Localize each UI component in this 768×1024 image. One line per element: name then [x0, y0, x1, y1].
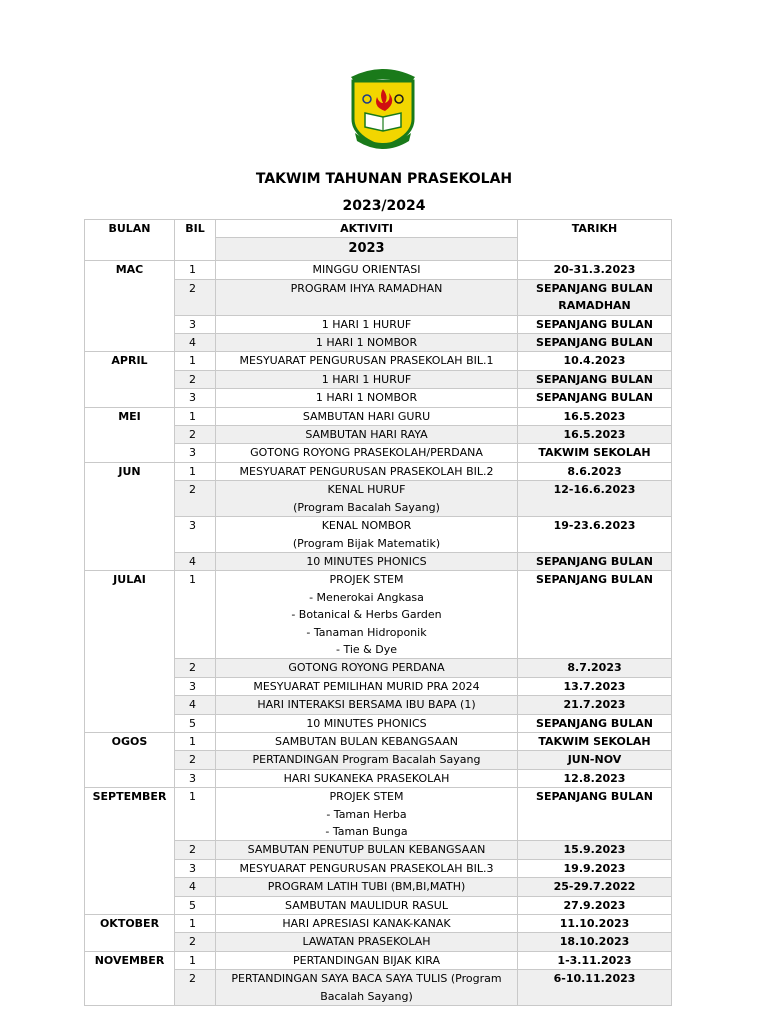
tarikh-cell — [518, 696, 672, 714]
tarikh-cell — [518, 896, 672, 914]
tarikh-cell — [518, 933, 672, 951]
tarikh-line: 13.7.2023 — [563, 679, 626, 693]
header-aktiviti: AKTIVITI — [216, 220, 518, 238]
aktiviti-line: 10 MINUTES PHONICS — [306, 554, 427, 568]
tarikh-line: SEPANJANG BULAN — [536, 391, 653, 405]
aktiviti-line: KENAL NOMBOR — [321, 519, 412, 533]
table-row — [85, 732, 672, 750]
aktiviti-cell — [216, 407, 518, 425]
tarikh-cell — [518, 462, 672, 480]
tarikh-line: 19-23.6.2023 — [553, 519, 636, 533]
table-row — [85, 261, 672, 279]
aktiviti-cell — [216, 896, 518, 914]
tarikh-cell — [518, 407, 672, 425]
bil-cell: 3 — [175, 315, 216, 333]
month-cell: MEI — [85, 407, 175, 462]
aktiviti-cell — [216, 279, 518, 315]
tarikh-line: SEPANJANG BULAN — [536, 372, 653, 386]
tarikh-line: 20-31.3.2023 — [553, 263, 636, 277]
bil-cell: 2 — [175, 426, 216, 444]
aktiviti-cell — [216, 481, 518, 517]
tarikh-line: 12-16.6.2023 — [553, 483, 636, 497]
tarikh-cell — [518, 481, 672, 517]
tarikh-cell — [518, 315, 672, 333]
aktiviti-line: MESYUARAT PENGURUSAN PRASEKOLAH BIL.2 — [239, 464, 494, 478]
aktiviti-line: PROGRAM LATIH TUBI (BM,BI,MATH) — [267, 880, 466, 894]
aktiviti-cell — [216, 552, 518, 570]
bil-cell: 1 — [175, 915, 216, 933]
tarikh-cell — [518, 970, 672, 1006]
aktiviti-line: SAMBUTAN MAULIDUR RASUL — [285, 898, 448, 912]
tarikh-line: 10.4.2023 — [563, 354, 626, 368]
aktiviti-cell — [216, 951, 518, 969]
school-crest-icon — [345, 63, 421, 153]
tarikh-line: TAKWIM SEKOLAH — [538, 446, 651, 460]
aktiviti-cell — [216, 841, 518, 859]
tarikh-cell — [518, 261, 672, 279]
month-cell: JUN — [85, 462, 175, 570]
tarikh-cell — [518, 517, 672, 553]
tarikh-line: SEPANJANG BULAN — [536, 716, 653, 730]
tarikh-line: 16.5.2023 — [563, 409, 626, 423]
bil-cell: 2 — [175, 751, 216, 769]
bil-cell: 2 — [175, 659, 216, 677]
aktiviti-cell — [216, 426, 518, 444]
aktiviti-line: 10 MINUTES PHONICS — [306, 716, 427, 730]
bil-cell: 1 — [175, 352, 216, 370]
tarikh-cell — [518, 389, 672, 407]
bil-cell: 3 — [175, 769, 216, 787]
aktiviti-line: HARI APRESIASI KANAK-KANAK — [282, 917, 451, 931]
aktiviti-line: PERTANDINGAN Program Bacalah Sayang — [252, 753, 481, 767]
aktiviti-line: - Taman Herba — [326, 807, 407, 821]
table-row — [85, 951, 672, 969]
bil-cell: 3 — [175, 517, 216, 553]
table-row — [85, 571, 672, 659]
aktiviti-line: MINGGU ORIENTASI — [312, 263, 421, 277]
aktiviti-cell — [216, 352, 518, 370]
aktiviti-cell — [216, 517, 518, 553]
aktiviti-cell — [216, 334, 518, 352]
bil-cell: 1 — [175, 732, 216, 750]
tarikh-line: 11.10.2023 — [559, 917, 630, 931]
month-cell: SEPTEMBER — [85, 788, 175, 915]
bil-cell: 5 — [175, 896, 216, 914]
tarikh-line: SEPANJANG BULAN — [536, 554, 653, 568]
aktiviti-line: 1 HARI 1 NOMBOR — [315, 336, 418, 350]
bil-cell: 2 — [175, 933, 216, 951]
aktiviti-line: MESYUARAT PENGURUSAN PRASEKOLAH BIL.1 — [239, 354, 494, 368]
tarikh-cell — [518, 841, 672, 859]
aktiviti-line: 1 HARI 1 HURUF — [321, 372, 412, 386]
tarikh-cell — [518, 370, 672, 388]
bil-cell: 4 — [175, 696, 216, 714]
aktiviti-line: KENAL HURUF — [327, 483, 406, 497]
tarikh-line: 18.10.2023 — [559, 935, 630, 949]
aktiviti-line: 1 HARI 1 NOMBOR — [315, 391, 418, 405]
tarikh-cell — [518, 714, 672, 732]
tarikh-cell — [518, 426, 672, 444]
aktiviti-line: (Program Bacalah Sayang) — [293, 500, 440, 514]
tarikh-line: 12.8.2023 — [563, 771, 626, 785]
bil-cell: 4 — [175, 878, 216, 896]
aktiviti-line: HARI SUKANEKA PRASEKOLAH — [283, 771, 450, 785]
tarikh-line: 25-29.7.2022 — [553, 880, 636, 894]
aktiviti-line: LAWATAN PRASEKOLAH — [302, 935, 431, 949]
bil-cell: 2 — [175, 370, 216, 388]
aktiviti-line: HARI INTERAKSI BERSAMA IBU BAPA (1) — [257, 698, 476, 712]
tarikh-line: TAKWIM SEKOLAH — [538, 734, 651, 748]
bil-cell: 3 — [175, 859, 216, 877]
aktiviti-cell — [216, 659, 518, 677]
table-row — [85, 915, 672, 933]
tarikh-line: SEPANJANG BULAN — [536, 317, 653, 331]
aktiviti-line: MESYUARAT PENGURUSAN PRASEKOLAH BIL.3 — [239, 861, 494, 875]
bil-cell: 3 — [175, 677, 216, 695]
month-cell: APRIL — [85, 352, 175, 407]
aktiviti-cell — [216, 677, 518, 695]
header-bulan: BULAN — [85, 220, 175, 261]
header-tarikh: TARIKH — [518, 220, 672, 261]
bil-cell: 1 — [175, 261, 216, 279]
header-bil: BIL — [175, 220, 216, 261]
aktiviti-line: PERTANDINGAN SAYA BACA SAYA TULIS (Program — [231, 972, 502, 986]
aktiviti-cell — [216, 788, 518, 841]
aktiviti-cell — [216, 389, 518, 407]
aktiviti-cell — [216, 933, 518, 951]
bil-cell: 1 — [175, 788, 216, 841]
table-row — [85, 352, 672, 370]
aktiviti-line: PROGRAM IHYA RAMADHAN — [290, 281, 443, 295]
aktiviti-line: - Tanaman Hidroponik — [306, 625, 427, 639]
aktiviti-line: - Botanical & Herbs Garden — [291, 608, 442, 622]
aktiviti-line: - Taman Bunga — [325, 825, 408, 838]
document-title: TAKWIM TAHUNAN PRASEKOLAH — [255, 171, 513, 187]
aktiviti-cell — [216, 859, 518, 877]
aktiviti-line: SAMBUTAN BULAN KEBANGSAAN — [275, 734, 458, 748]
tarikh-cell — [518, 915, 672, 933]
aktiviti-cell — [216, 444, 518, 462]
aktiviti-line: 1 HARI 1 HURUF — [321, 317, 412, 331]
tarikh-line: SEPANJANG BULAN — [536, 281, 653, 295]
tarikh-line: JUN-NOV — [567, 753, 622, 767]
tarikh-line: 6-10.11.2023 — [553, 972, 636, 986]
tarikh-cell — [518, 878, 672, 896]
aktiviti-cell — [216, 696, 518, 714]
aktiviti-cell — [216, 878, 518, 896]
aktiviti-cell — [216, 462, 518, 480]
aktiviti-line: GOTONG ROYONG PRASEKOLAH/PERDANA — [250, 446, 483, 460]
aktiviti-line: SAMBUTAN HARI RAYA — [305, 428, 428, 442]
tarikh-line: RAMADHAN — [558, 299, 631, 313]
tarikh-cell — [518, 444, 672, 462]
tarikh-line: SEPANJANG BULAN — [536, 573, 653, 587]
aktiviti-line: PERTANDINGAN BIJAK KIRA — [292, 953, 441, 967]
tarikh-line: 16.5.2023 — [563, 428, 626, 442]
month-cell: NOVEMBER — [85, 951, 175, 1005]
table-row — [85, 462, 672, 480]
tarikh-cell — [518, 859, 672, 877]
aktiviti-cell — [216, 370, 518, 388]
tarikh-line: 8.6.2023 — [567, 464, 622, 478]
tarikh-cell — [518, 788, 672, 841]
tarikh-line: SEPANJANG BULAN — [536, 336, 653, 350]
tarikh-cell — [518, 552, 672, 570]
aktiviti-cell — [216, 751, 518, 769]
takwim-body — [85, 261, 672, 1006]
aktiviti-cell — [216, 769, 518, 787]
bil-cell: 1 — [175, 951, 216, 969]
month-cell: OKTOBER — [85, 915, 175, 952]
aktiviti-line: PROJEK STEM — [329, 790, 404, 804]
tarikh-line: 21.7.2023 — [563, 698, 626, 712]
table-row — [85, 788, 672, 841]
tarikh-cell — [518, 571, 672, 659]
bil-cell: 1 — [175, 571, 216, 659]
bil-cell: 2 — [175, 841, 216, 859]
tarikh-line: 8.7.2023 — [567, 661, 622, 675]
aktiviti-cell — [216, 571, 518, 659]
tarikh-line: 19.9.2023 — [563, 861, 626, 875]
tarikh-cell — [518, 951, 672, 969]
tarikh-cell — [518, 279, 672, 315]
month-cell: OGOS — [85, 732, 175, 787]
aktiviti-cell — [216, 261, 518, 279]
aktiviti-cell — [216, 315, 518, 333]
aktiviti-cell — [216, 970, 518, 1006]
tarikh-cell — [518, 334, 672, 352]
bil-cell: 2 — [175, 481, 216, 517]
bil-cell: 3 — [175, 444, 216, 462]
aktiviti-line: Bacalah Sayang) — [320, 989, 413, 1003]
aktiviti-cell — [216, 732, 518, 750]
bil-cell: 4 — [175, 552, 216, 570]
aktiviti-line: GOTONG ROYONG PERDANA — [288, 661, 445, 675]
bil-cell: 1 — [175, 407, 216, 425]
aktiviti-line: SAMBUTAN HARI GURU — [302, 409, 431, 423]
aktiviti-line: SAMBUTAN PENUTUP BULAN KEBANGSAAN — [247, 843, 486, 857]
aktiviti-cell — [216, 915, 518, 933]
tarikh-line: 1-3.11.2023 — [557, 953, 632, 967]
document-subtitle: 2023/2024 — [342, 198, 426, 214]
tarikh-cell — [518, 352, 672, 370]
bil-cell: 2 — [175, 970, 216, 1006]
month-cell: JULAI — [85, 571, 175, 733]
aktiviti-line: MESYUARAT PEMILIHAN MURID PRA 2024 — [253, 679, 480, 693]
year-label: 2023 — [216, 238, 518, 261]
bil-cell: 3 — [175, 389, 216, 407]
tarikh-line: 15.9.2023 — [563, 843, 626, 857]
tarikh-cell — [518, 732, 672, 750]
tarikh-cell — [518, 677, 672, 695]
tarikh-cell — [518, 751, 672, 769]
aktiviti-cell — [216, 714, 518, 732]
aktiviti-line: PROJEK STEM — [329, 573, 404, 587]
bil-cell: 5 — [175, 714, 216, 732]
aktiviti-line: - Menerokai Angkasa — [309, 590, 424, 604]
takwim-table — [84, 219, 672, 1006]
month-cell: MAC — [85, 261, 175, 352]
bil-cell: 1 — [175, 462, 216, 480]
tarikh-line: 27.9.2023 — [563, 898, 626, 912]
aktiviti-line: (Program Bijak Matematik) — [292, 536, 441, 550]
tarikh-cell — [518, 769, 672, 787]
bil-cell: 2 — [175, 279, 216, 315]
aktiviti-line: - Tie & Dye — [336, 642, 397, 656]
table-row — [85, 407, 672, 425]
bil-cell: 4 — [175, 334, 216, 352]
tarikh-line: SEPANJANG BULAN — [536, 790, 653, 804]
tarikh-cell — [518, 659, 672, 677]
